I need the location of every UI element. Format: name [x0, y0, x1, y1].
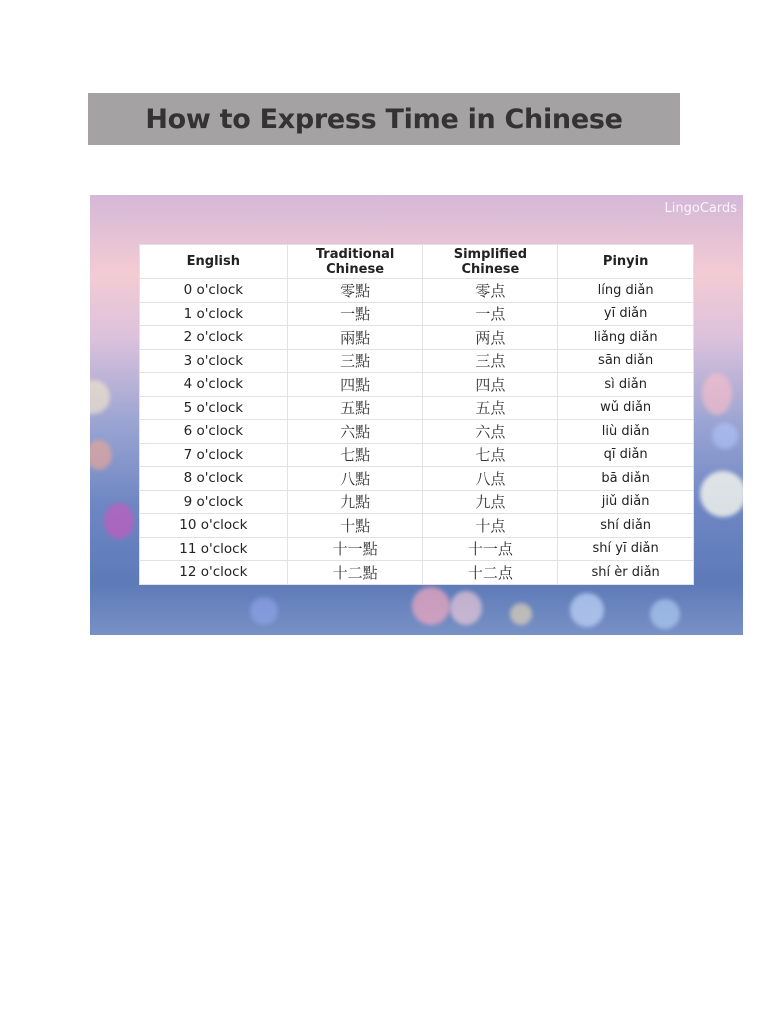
simplified-cell: 十二点 [423, 561, 558, 585]
traditional-cell: 零點 [287, 279, 423, 303]
table-row [140, 490, 694, 514]
simplified-cell: 一点 [423, 302, 558, 326]
traditional-cell: 十一點 [287, 537, 423, 561]
simplified-cell: 零点 [423, 279, 558, 303]
pinyin-cell: shí diǎn [558, 514, 694, 538]
simplified-cell: 八点 [423, 467, 558, 491]
table-header-row [140, 245, 694, 279]
pinyin-cell: qī diǎn [558, 443, 694, 467]
simplified-cell: 十一点 [423, 537, 558, 561]
english-cell: 4 o'clock [140, 373, 288, 397]
bokeh-light [450, 591, 482, 625]
page-title: How to Express Time in Chinese [145, 103, 623, 135]
table-row [140, 537, 694, 561]
bokeh-light [712, 423, 738, 449]
english-cell: 8 o'clock [140, 467, 288, 491]
pinyin-cell: shí èr diǎn [558, 561, 694, 585]
bokeh-light [90, 440, 112, 470]
bokeh-light [104, 503, 134, 539]
simplified-cell: 四点 [423, 373, 558, 397]
simplified-cell: 十点 [423, 514, 558, 538]
traditional-cell: 七點 [287, 443, 423, 467]
simplified-cell: 五点 [423, 396, 558, 420]
bokeh-light [700, 471, 743, 517]
bokeh-light [412, 587, 450, 625]
traditional-cell: 六點 [287, 420, 423, 444]
header-simplified: Simplified Chinese [423, 245, 558, 279]
table-row [140, 396, 694, 420]
table-row [140, 514, 694, 538]
header-english: English [140, 245, 288, 279]
simplified-cell: 七点 [423, 443, 558, 467]
table-row [140, 326, 694, 350]
simplified-cell: 九点 [423, 490, 558, 514]
table-row [140, 443, 694, 467]
pinyin-cell: liǎng diǎn [558, 326, 694, 350]
pinyin-cell: yī diǎn [558, 302, 694, 326]
simplified-cell: 三点 [423, 349, 558, 373]
pinyin-cell: liù diǎn [558, 420, 694, 444]
english-cell: 6 o'clock [140, 420, 288, 444]
english-cell: 10 o'clock [140, 514, 288, 538]
traditional-cell: 十二點 [287, 561, 423, 585]
pinyin-cell: sān diǎn [558, 349, 694, 373]
pinyin-cell: líng diǎn [558, 279, 694, 303]
pinyin-cell: jiǔ diǎn [558, 490, 694, 514]
bokeh-light [510, 603, 532, 625]
english-cell: 3 o'clock [140, 349, 288, 373]
traditional-cell: 三點 [287, 349, 423, 373]
table-row [140, 561, 694, 585]
bokeh-light [702, 373, 732, 415]
table-row [140, 467, 694, 491]
simplified-cell: 六点 [423, 420, 558, 444]
table-row [140, 349, 694, 373]
english-cell: 12 o'clock [140, 561, 288, 585]
title-banner [88, 93, 680, 145]
time-chart-image [90, 195, 743, 635]
pinyin-cell: bā diǎn [558, 467, 694, 491]
english-cell: 0 o'clock [140, 279, 288, 303]
bokeh-light [570, 593, 604, 627]
table-row [140, 420, 694, 444]
pinyin-cell: sì diǎn [558, 373, 694, 397]
traditional-cell: 五點 [287, 396, 423, 420]
pinyin-cell: wǔ diǎn [558, 396, 694, 420]
traditional-cell: 八點 [287, 467, 423, 491]
bokeh-light [90, 380, 110, 414]
table-row [140, 302, 694, 326]
time-table [139, 244, 694, 585]
table-row [140, 373, 694, 397]
traditional-cell: 兩點 [287, 326, 423, 350]
traditional-cell: 一點 [287, 302, 423, 326]
pinyin-cell: shí yī diǎn [558, 537, 694, 561]
simplified-cell: 两点 [423, 326, 558, 350]
lingocards-logo: LingoCards [664, 201, 737, 216]
traditional-cell: 四點 [287, 373, 423, 397]
english-cell: 11 o'clock [140, 537, 288, 561]
traditional-cell: 九點 [287, 490, 423, 514]
english-cell: 5 o'clock [140, 396, 288, 420]
traditional-cell: 十點 [287, 514, 423, 538]
header-pinyin: Pinyin [558, 245, 694, 279]
english-cell: 9 o'clock [140, 490, 288, 514]
english-cell: 7 o'clock [140, 443, 288, 467]
english-cell: 1 o'clock [140, 302, 288, 326]
table-row [140, 279, 694, 303]
bokeh-light [250, 597, 278, 625]
bokeh-light [650, 599, 680, 629]
english-cell: 2 o'clock [140, 326, 288, 350]
header-traditional: Traditional Chinese [287, 245, 423, 279]
